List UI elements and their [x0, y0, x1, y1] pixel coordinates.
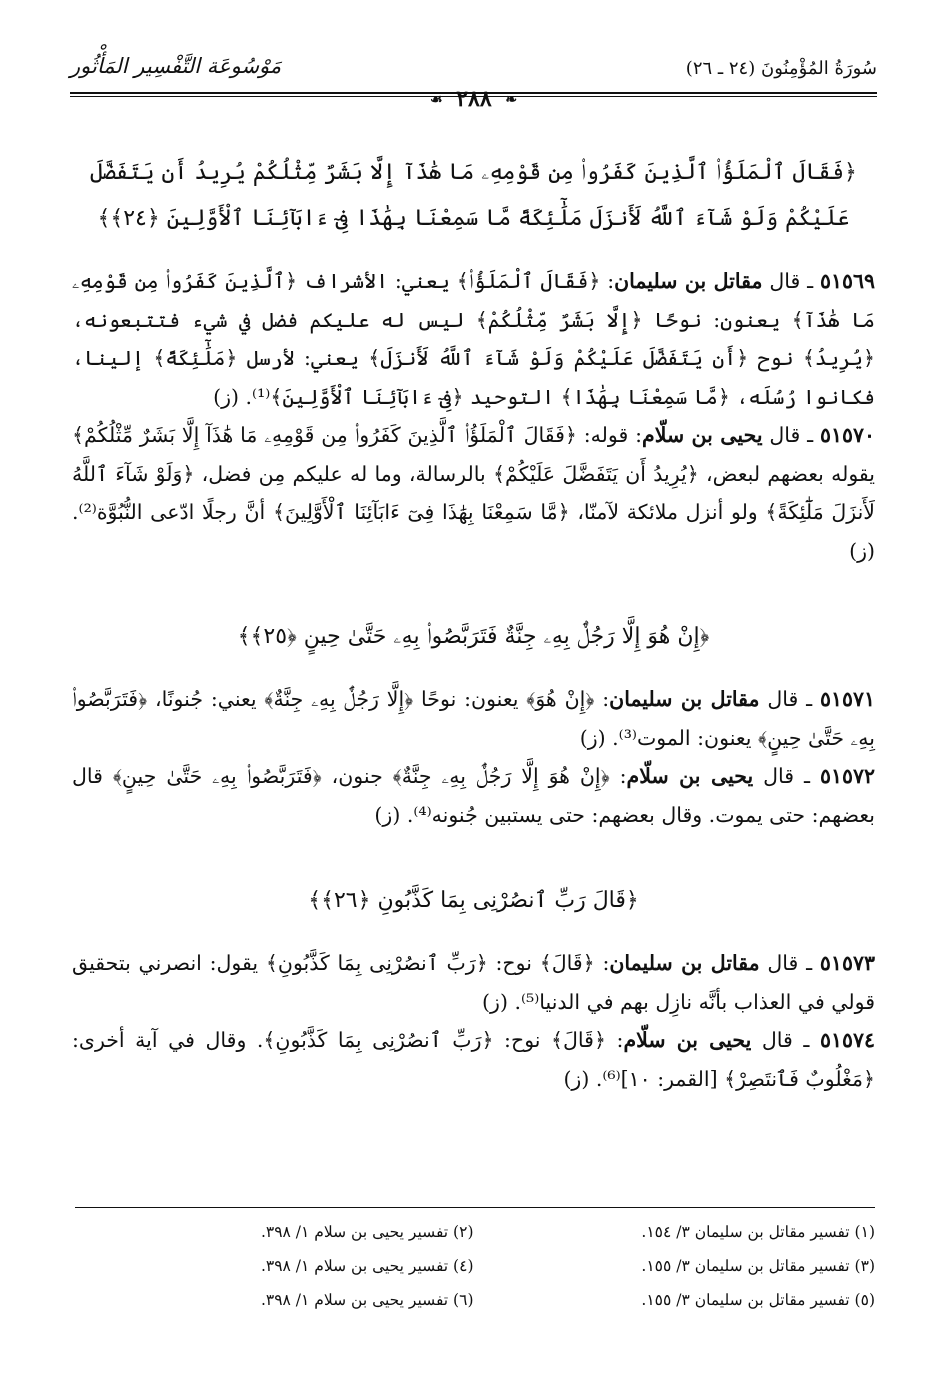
book-title: مَوْسُوعَة التَّفْسِير المَأْثُور	[70, 54, 282, 78]
footnotes	[72, 1218, 875, 1314]
footnote: (٦) تفسير يحيى بن سلام ١/ ٣٩٨.	[260, 1291, 474, 1309]
narration-text: : ﴿إِنْ هُوَ إِلَّا رَجُلٌۢ بِهِۦ جِنَّةٌ﴾ جنون، ﴿فَتَرَبَّصُوا۟ بِهِۦ حَتَّىٰ حِينٍ﴾ قال بعضهم: حتى يموت. وقال بعضهم: حتى يستبين جُنونه⁽⁴⁾. (ز)	[72, 764, 875, 827]
quran-verse: ﴿إِنْ هُوَ إِلَّا رَجُلٌۢ بِهِۦ جِنَّةٌ فَتَرَبَّصُوا۟ بِهِۦ حَتَّىٰ حِينٍ ﴿٢٥﴾﴾	[237, 624, 710, 649]
narration-number: ٥١٥٧١	[819, 687, 875, 711]
narration-number: ٥١٥٦٩	[819, 269, 875, 293]
narrator-name: مقاتل بن سليمان	[609, 951, 760, 975]
quran-verse: ﴿قَالَ رَبِّ ٱنصُرْنِى بِمَا كَذَّبُونِ ﴿٢٦﴾﴾	[308, 888, 639, 913]
narration-paragraph: ٥١٥٧٠ ـ قال يحيى بن سلّام: قوله: ﴿فَقَالَ ٱلْمَلَؤُا۟ ٱلَّذِينَ كَفَرُوا۟ مِن قَوْمِهِۦ مَا هَٰذَآ إِلَّا بَشَرٌ مِّثْلُكُمْ﴾ يقوله بعضهم لبعض، ﴿يُرِيدُ أَن يَتَفَضَّلَ عَلَيْكُمْ﴾ بالرسالة، وما له عليكم مِن فضل، ﴿وَلَوْ شَآءَ ٱللَّهُ لَأَنزَلَ مَلَٰٓئِكَةً﴾ ولو أنزل ملائكة لآمنّا، ﴿مَّا سَمِعْنَا بِهَٰذَا فِىٓ ءَابَآئِنَا ٱلْأَوَّلِينَ﴾ أنَّ رجلًا ادّعى النُّبُوَّة⁽²⁾. (ز)	[72, 423, 876, 563]
narration-number: ٥١٥٧٠	[819, 423, 876, 447]
narration-number: ٥١٥٧٣	[819, 951, 875, 975]
ornament-icon: ❧	[505, 92, 518, 108]
narration-number: ٥١٥٧٤	[819, 1028, 875, 1052]
quran-verse: ﴿فَقَالَ ٱلْمَلَؤُا۟ ٱلَّذِينَ كَفَرُوا۟ مِن قَوْمِهِۦ مَا هَٰذَآ إِلَّا بَشَرٌ مِّثْلُكُمْ يُرِيدُ أَن يَتَفَضَّلَ عَلَيْكُمْ وَلَوْ شَآءَ ٱللَّهُ لَأَنزَلَ مَلَٰٓئِكَةً مَّا سَمِعْنَا بِهَٰذَا فِىٓ ءَابَآئِنَا ٱلْأَوَّلِينَ ﴿٢٤﴾﴾	[90, 160, 857, 231]
footnote: (١) تفسير مقاتل بن سليمان ٣/ ١٥٤.	[641, 1223, 875, 1241]
narrator-name: يحيى بن سلّام	[642, 423, 763, 447]
page-number: ٢٨٨	[456, 86, 492, 112]
surah-title: سُورَةُ المُؤْمِنُونَ (٢٤ ـ ٢٦)	[685, 58, 877, 79]
footnote: (٣) تفسير مقاتل بن سليمان ٣/ ١٥٥.	[641, 1257, 875, 1275]
footnote: (٤) تفسير يحيى بن سلام ١/ ٣٩٨.	[260, 1257, 474, 1275]
narration-paragraph: ٥١٥٦٩ ـ قال مقاتل بن سليمان: ﴿فَقَالَ ٱلْمَلَؤُا۟﴾ يعني: الأشراف ﴿ٱلَّذِينَ كَفَرُوا۟ مِن قَوْمِهِۦ مَا هَٰذَآ﴾ يعنون: نوحًا ﴿إِلَّا بَشَرٌ مِّثْلُكُمْ﴾ ليس له عليكم فضل في شيء فتتبعونه، ﴿يُرِيدُ﴾ نوح ﴿أَن يَتَفَضَّلَ عَلَيْكُمْ وَلَوْ شَآءَ ٱللَّهُ لَأَنزَلَ﴾ يعني: لأرسل ﴿مَلَٰٓئِكَةً﴾ إلينا، فكانوا رُسُلَه، ﴿مَّا سَمِعْنَا بِهَٰذَا﴾ التوحيد ﴿فِىٓ ءَابَآئِنَا ٱلْأَوَّلِينَ﴾⁽¹⁾. (ز)	[72, 269, 875, 409]
footnote: (٢) تفسير يحيى بن سلام ١/ ٣٩٨.	[260, 1223, 474, 1241]
narrator-name: مقاتل بن سليمان	[614, 269, 763, 293]
narrator-name: يحيى بن سلّام	[623, 1028, 752, 1052]
narration-paragraph: ٥١٥٧٣ ـ قال مقاتل بن سليمان: ﴿قَالَ﴾ نوح: ﴿رَبِّ ٱنصُرْنِى بِمَا كَذَّبُونِ﴾ يقول: انصرني بتحقيق قولي في العذاب بأنَّه نازِل بهم في الدنيا⁽⁵⁾. (ز)	[72, 951, 875, 1014]
narration-paragraph: ٥١٥٧٢ ـ قال يحيى بن سلّام: ﴿إِنْ هُوَ إِلَّا رَجُلٌۢ بِهِۦ جِنَّةٌ﴾ جنون، ﴿فَتَرَبَّصُوا۟ بِهِۦ حَتَّىٰ حِينٍ﴾ قال بعضهم: حتى يموت. وقال بعضهم: حتى يستبين جُنونه⁽⁴⁾. (ز)	[72, 764, 876, 827]
narration-paragraph: ٥١٥٧٤ ـ قال يحيى بن سلّام: ﴿قَالَ﴾ نوح: ﴿رَبِّ ٱنصُرْنِى بِمَا كَذَّبُونِ﴾. وقال في آية أخرى: ﴿مَغْلُوبٌ فَٱنتَصِرْ﴾ [القمر: ١٠]⁽⁶⁾. (ز)	[72, 1028, 875, 1091]
page-number-block	[0, 86, 947, 112]
narration-text: : ﴿إِنْ هُوَ﴾ يعنون: نوحًا ﴿إِلَّا رَجُلٌۢ بِهِۦ جِنَّةٌ﴾ يعني: جُنونًا، ﴿فَتَرَبَّصُوا۟ بِهِۦ حَتَّىٰ حِينٍ﴾ يعنون: الموت⁽³⁾. (ز)	[72, 687, 875, 750]
narration-text: : ﴿فَقَالَ ٱلْمَلَؤُا۟﴾ يعني: الأشراف ﴿ٱلَّذِينَ كَفَرُوا۟ مِن قَوْمِهِۦ مَا هَٰذَآ﴾ يعنون: نوحًا ﴿إِلَّا بَشَرٌ مِّثْلُكُمْ﴾ ليس له عليكم فضل في شيء فتتبعونه، ﴿يُرِيدُ﴾ نوح ﴿أَن يَتَفَضَّلَ عَلَيْكُمْ وَلَوْ شَآءَ ٱللَّهُ لَأَنزَلَ﴾ يعني: لأرسل ﴿مَلَٰٓئِكَةً﴾ إلينا، فكانوا رُسُلَه، ﴿مَّا سَمِعْنَا بِهَٰذَا﴾ التوحيد ﴿فِىٓ ءَابَآئِنَا ٱلْأَوَّلِينَ﴾⁽¹⁾. (ز)	[72, 269, 875, 409]
narration-paragraph: ٥١٥٧١ ـ قال مقاتل بن سليمان: ﴿إِنْ هُوَ﴾ يعنون: نوحًا ﴿إِلَّا رَجُلٌۢ بِهِۦ جِنَّةٌ﴾ يعني: جُنونًا، ﴿فَتَرَبَّصُوا۟ بِهِۦ حَتَّىٰ حِينٍ﴾ يعنون: الموت⁽³⁾. (ز)	[72, 687, 875, 750]
narration-text: : ﴿قَالَ﴾ نوح: ﴿رَبِّ ٱنصُرْنِى بِمَا كَذَّبُونِ﴾ يقول: انصرني بتحقيق قولي في العذاب بأنَّه نازِل بهم في الدنيا⁽⁵⁾. (ز)	[72, 951, 875, 1014]
narration-text: : قوله: ﴿فَقَالَ ٱلْمَلَؤُا۟ ٱلَّذِينَ كَفَرُوا۟ مِن قَوْمِهِۦ مَا هَٰذَآ إِلَّا بَشَرٌ مِّثْلُكُمْ﴾ يقوله بعضهم لبعض، ﴿يُرِيدُ أَن يَتَفَضَّلَ عَلَيْكُمْ﴾ بالرسالة، وما له عليكم مِن فضل، ﴿وَلَوْ شَآءَ ٱللَّهُ لَأَنزَلَ مَلَٰٓئِكَةً﴾ ولو أنزل ملائكة لآمنّا، ﴿مَّا سَمِعْنَا بِهَٰذَا فِىٓ ءَابَآئِنَا ٱلْأَوَّلِينَ﴾ أنَّ رجلًا ادّعى النُّبُوَّة⁽²⁾. (ز)	[72, 423, 875, 563]
narration-text: : ﴿قَالَ﴾ نوح: ﴿رَبِّ ٱنصُرْنِى بِمَا كَذَّبُونِ﴾. وقال في آية أخرى: ﴿مَغْلُوبٌ فَٱنتَصِرْ﴾ [القمر: ١٠]⁽⁶⁾. (ز)	[72, 1028, 875, 1091]
main-text	[72, 150, 875, 1098]
narrator-name: يحيى بن سلّام	[626, 764, 754, 788]
narration-number: ٥١٥٧٢	[819, 764, 876, 788]
narrator-name: مقاتل بن سليمان	[609, 687, 760, 711]
footnote-rule	[75, 1207, 875, 1208]
footnote: (٥) تفسير مقاتل بن سليمان ٣/ ١٥٥.	[641, 1291, 875, 1309]
ornament-icon: ☙	[429, 92, 443, 108]
